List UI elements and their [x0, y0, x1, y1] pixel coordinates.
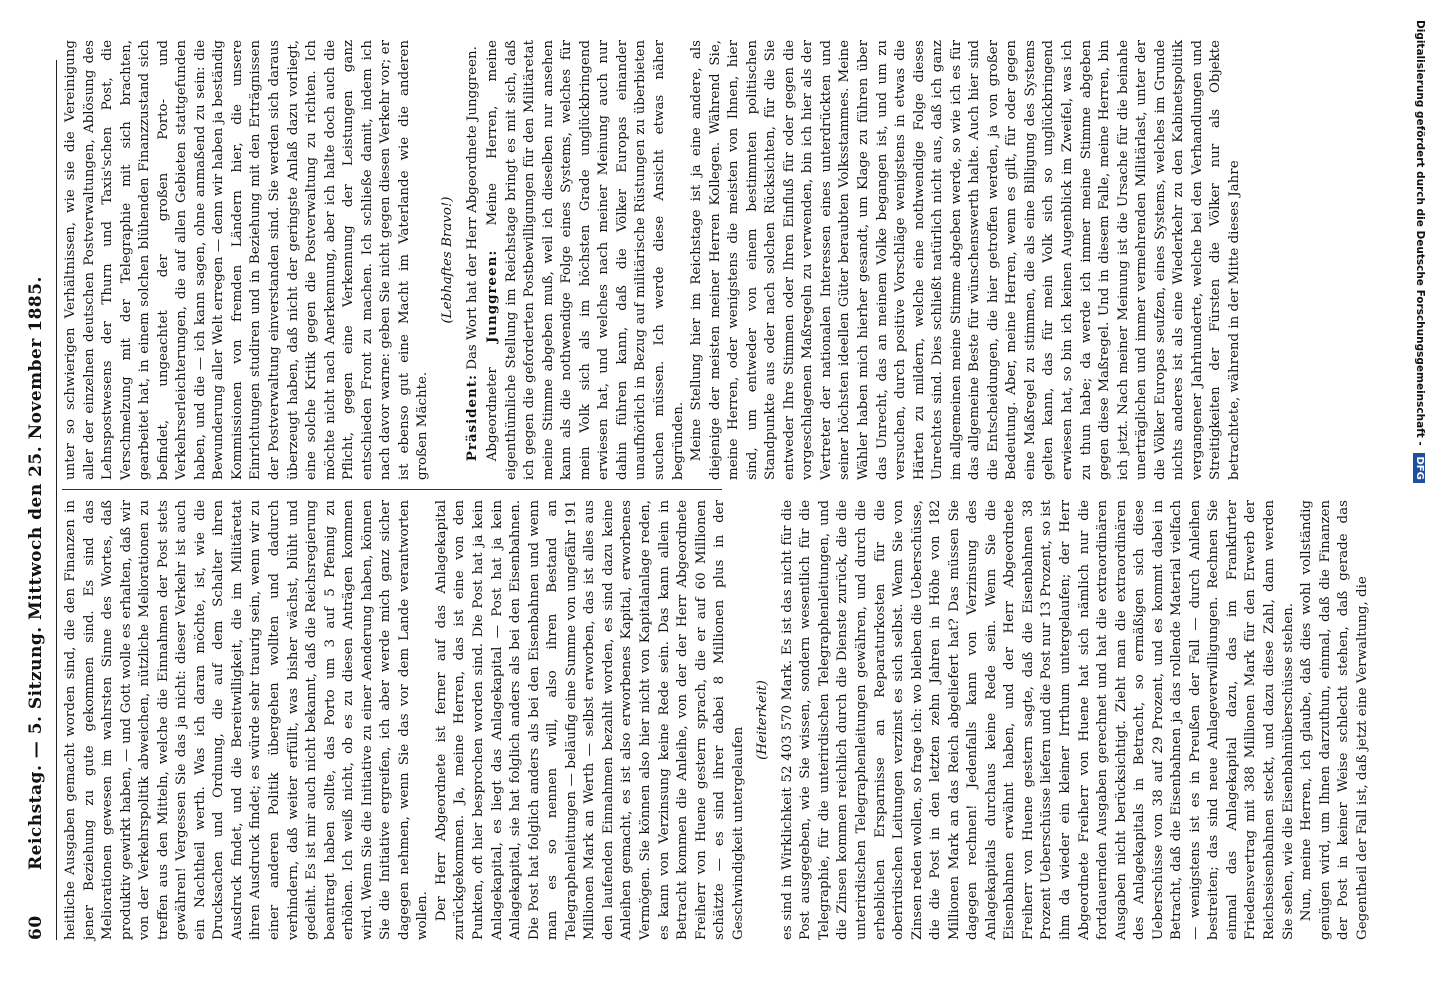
digitization-credit [1412, 20, 1428, 980]
credit-text: Digitalisierung gefördert durch die Deutsche Forschungsgemeinschaft - [1414, 20, 1426, 446]
credit-text-wrapper [1413, 20, 1426, 980]
stage-note: (Lebhaftes Bravo!) [439, 196, 455, 324]
paragraph: es sind in Wirklichkeit 52 403 570 Mark. Es ist das nicht für die Post ausgegeben, wie Sie wissen, sondern wesentlich für die Telegraphie, für die unterirdischen Telegraphenleitungen, und die Zinsen kommen reichlich durch die Dienste zurück, die die unterirdischen Telegraphenleitungen gewähren, und durch die erheblichen Ersparnisse an Reparaturkosten für die oberirdischen Leitungen verzinst es sich selbst. Wenn Sie von Zinsen reden wollen, so frage ich: wo bleiben die Ueberschüsse, die die Post in den letzten zehn Jahren in Höhe von 182 Millionen Mark an das Reich abgeliefert hat? Das müssen Sie dagegen rechnen! Jedenfalls kann von Verzinsung des Anlagekapitals durchaus keine Rede sein. Wenn Sie die Eisenbahnen erwähnt haben, und der Herr Abgeordnete Freiherr von Huene gestern sagte, daß die Eisenbahnen 38 Prozent Ueberschüsse liefern und die Post nur 13 Prozent, so ist ihm da wieder ein kleiner Irrthum untergelaufen; der Herr Abgeordnete Freiherr von Huene hat sich nämlich nur die fortdauernden Ausgaben gerechnet und hat die extraordinären Ausgaben nicht berücksichtigt. Zieht man die extraordinären des Anlagekapitals in Betracht, so ermäßigen sich diese Ueberschüsse von 38 auf 29 Prozent, und es kommt dabei in Betracht, daß die Eisenbahnen ja das rollende Material vielfach — wenigstens ist es in Preußen der Fall — durch Anleihen bestreiten; das sind neue Anlageverwilligungen. Rechnen Sie einmal das Anlagekapital dazu, das im Frankfurter Friedensvertrag mit 388 Millionen Mark für den Erwerb der Reichseisenbahnen steckt, und dazu diese Zahl, dann werden Sie sehen, wie die Eisenbahnüberschüsse stehen. [779, 500, 1296, 940]
page-number: 60 [26, 915, 46, 940]
speaker-label: Junggreen: [484, 249, 501, 344]
speech-text: Das Wort hat der Herr Abgeordnete Junggreen. [465, 46, 481, 370]
paragraph: Nun, meine Herren, ich glaube, daß dies wohl vollständig genügen wird, um Ihnen darzuthun, einmal, daß die Finanzen der Post in keiner Weise schlecht stehen, daß gerade das Gegentheil der Fall ist, daß jetzt eine Verwaltung, die [1299, 500, 1370, 940]
speaker-title: Abgeordneter [485, 367, 501, 462]
dfg-logo: DFG [1413, 453, 1425, 482]
speaker-label: Präsident: [464, 374, 481, 462]
paragraph: Meine Stellung hier im Reichstage ist ja eine andere, als diejenige der meisten meiner Herren Kollegen. Während Sie, meine Herren, oder wenigstens die meisten von Ihnen, hier sind, um entweder von einem bestimmten politischen Standpunkte aus oder nach solchen Rücksichten, für die Sie entweder Ihre Stimmen oder Ihren Einfluß für oder gegen die vorgeschlagenen Maßregeln zu verwenden, bin ich hier als der Vertreter der nationalen Interessen eines unterdrückten und seiner höchsten ideellen Güter beraubten Volksstammes. Meine Wähler haben mich hierher gesandt, um Klage zu führen über das Unrecht, das an meinem Volke begangen ist, und um zu versuchen, durch positive Vorschläge wenigstens in etwas die Härten zu mildern, welche eine nothwendige Folge dieses Unrechtes sind. Dies schließt natürlich nicht aus, daß ich ganz im allgemeinen meine Stimme abgeben werde, so wie ich es für das allgemeine Beste für wünschenswerth halte. Auch hier sind die Entscheidungen, die hier getroffen werden, ja von großer Bedeutung. Aber, meine Herren, wenn es gilt, für oder gegen eine Maßregel zu stimmen, die als eine Billigung des Systems gelten kann, das für mein Volk sich so unglückbringend erwiesen hat, so bin ich keinen Augenblick im Zweifel, was ich zu thun habe; da werde ich immer meine Stimme abgeben gegen diese Maßregel. Und in diesem Falle, meine Herren, bin ich jetzt. Nach meiner Meinung ist die Ursache für die beinahe unerträglichen und immer vermehrenden Militärlast, unter der die Völker Europas seufzen, eines Systems, welches im Grunde nichts anderes ist als eine Wiederkehr zu den Kabinetspolitik vergangener Jahrhunderte, welche bei den Verhandlungen und Streitigkeiten der Fürsten die Völker nur als Objekte betrachtete, während in der Mitte dieses Jahre [689, 40, 1242, 480]
running-title: Reichstag. — 5. Sitzung. Mittwoch den 25. November 1885. [26, 276, 46, 870]
header-rule [56, 60, 57, 940]
stage-note: (Heiterkeit) [755, 680, 771, 760]
right-column [62, 40, 1244, 480]
paragraph: unter so schwierigen Verhältnissen, wie sie die Vereinigung aller der einzelnen deutschen Postverwaltungen, Ablösung des Lehnspostwesens der Thurn und Taxis'schen Post, die Verschmelzung mit der Telegraphie mit sich brachten, gearbeitet hat, in einem solchen blühenden Finanzzustand sich befindet, ungeachtet der großen Porto- und Verkehrserleichterungen, die auf allen Gebieten stattgefunden haben, und die — ich kann sagen, ohne anmaßend zu sein: die Bewunderung aller Welt erregen — denn wir haben ja beständig Kommissionen von fremden Ländern hier, die unsere Einrichtungen studiren und in Beziehung mit den Erträgnissen der Postverwaltung einverstanden sind. Sie werden sich daraus überzeugt haben, daß nicht der geringste Anlaß dazu vorliegt, eine solche Kritik gegen die Postverwaltung zu richten. Ich möchte nicht nach Anerkennung, aber ich halte doch auch die Pflicht, gegen eine Verkennung der Leistungen ganz entschieden Front zu machen. Ich schließe damit, indem ich nach davor warne: geben Sie nicht gegen diesen Verkehr vor; er ist ebenso gut eine Macht im Vaterlande wie die anderen großen Mächte. [63, 40, 431, 480]
speaker-paragraph [463, 40, 483, 480]
column-divider [62, 489, 722, 490]
speaker-paragraph [483, 40, 688, 480]
speech-text: Meine Herren, meine eigenthümliche Stellung im Reichstage bringt es mit sich, daß ich gegen die geforderten Postbewilligungen für den Militäretat meine Stimme abgeben muß, weil ich dieselben nur ansehen kann als die nothwendige Folge eines Systems, welches für mein Volk sich als im höchsten Grade unglückbringend erwiesen hat, und welches nach meiner Meinung auch nur dahin führen kann, daß die Völker Europas einander unaufhörlich in Bezug auf militärische Rüstungen zu überbieten suchen müssen. Ich werde diese Ansicht etwas näher begründen. [485, 40, 686, 480]
paragraph: heitliche Ausgaben gemacht worden sind, die den Finanzen in jener Beziehung zu gute gekommen sind. Es sind das Meliorationen gewesen im wahrsten Sinne des Wortes, daß produktiv gewirkt haben, — und Gott wolle es erhalten, daß wir von der Verkehrspolitik abweichen, nützliche Meliorationen zu treffen aus den Mitteln, welche die Einnahmen der Post stets gewähren! Vergessen Sie das ja nicht: dieser Verkehr ist auch ein Nachtheil werth. Was ich daran möchte, ist, wie die Drucksachen und Ordnung, die auf dem Schalter ihren Ausdruck findet, und die Bereitwilligkeit, die im Militäretat ihren Ausdruck findet; es würde sehr traurig sein, wenn wir zu einer anderen Politik übergehen wollten und dadurch verhindern, daß weiter erfüllt, was bisher wächst, blüht und gedeiht. Es ist mir auch nicht bekannt, daß die Reichsregierung beantragt haben sollte, das Porto um 3 auf 5 Pfennig zu erhöhen. Ich weiß nicht, ob es zu diesen Anträgen kommen wird. Wenn Sie die Initiative zu einer Aenderung haben, können Sie die Initiative ergreifen, ich aber werde mich ganz sicher dagegen nehmen, wenn Sie das vor dem Lande verantworten wollen. [63, 500, 431, 940]
left-column [62, 500, 1372, 940]
paragraph: Der Herr Abgeordnete ist ferner auf das Anlagekapital zurückgekommen. Ja, meine Herren, das ist eine von den Punkten, oft hier besprochen worden sind. Die Post hat ja kein Anlagekapital, es liegt das Anlagekapital — Post hat ja kein Anlagekapital, sie hat folglich anders als bei den Eisenbahnen. Die Post hat folglich anders als bei den Eisenbahnen und wenn man es so nennen will, also ihren Bestand an Telegraphenleitungen — beläufig eine Summe von ungefähr 191 Millionen Mark an Werth — selbst erworben, das ist alles aus den laufenden Einnahmen bezahlt worden, es sind dazu keine Anleihen gemacht, es ist also erworbenes Kapital, erworbenes Vermögen. Sie können also hier nicht von Kapitalanlage reden, es kann von Verzinsung keine Rede sein. Das kann allein in Betracht kommen die Anleihe, von der der Herr Abgeordnete Freiherr von Huene gestern sprach, die er auf 60 Millionen schätzte — es sind ihrer dabei 8 Millionen plus in der Geschwindigkeit untergelaufen [433, 500, 746, 940]
page-header [22, 60, 56, 940]
